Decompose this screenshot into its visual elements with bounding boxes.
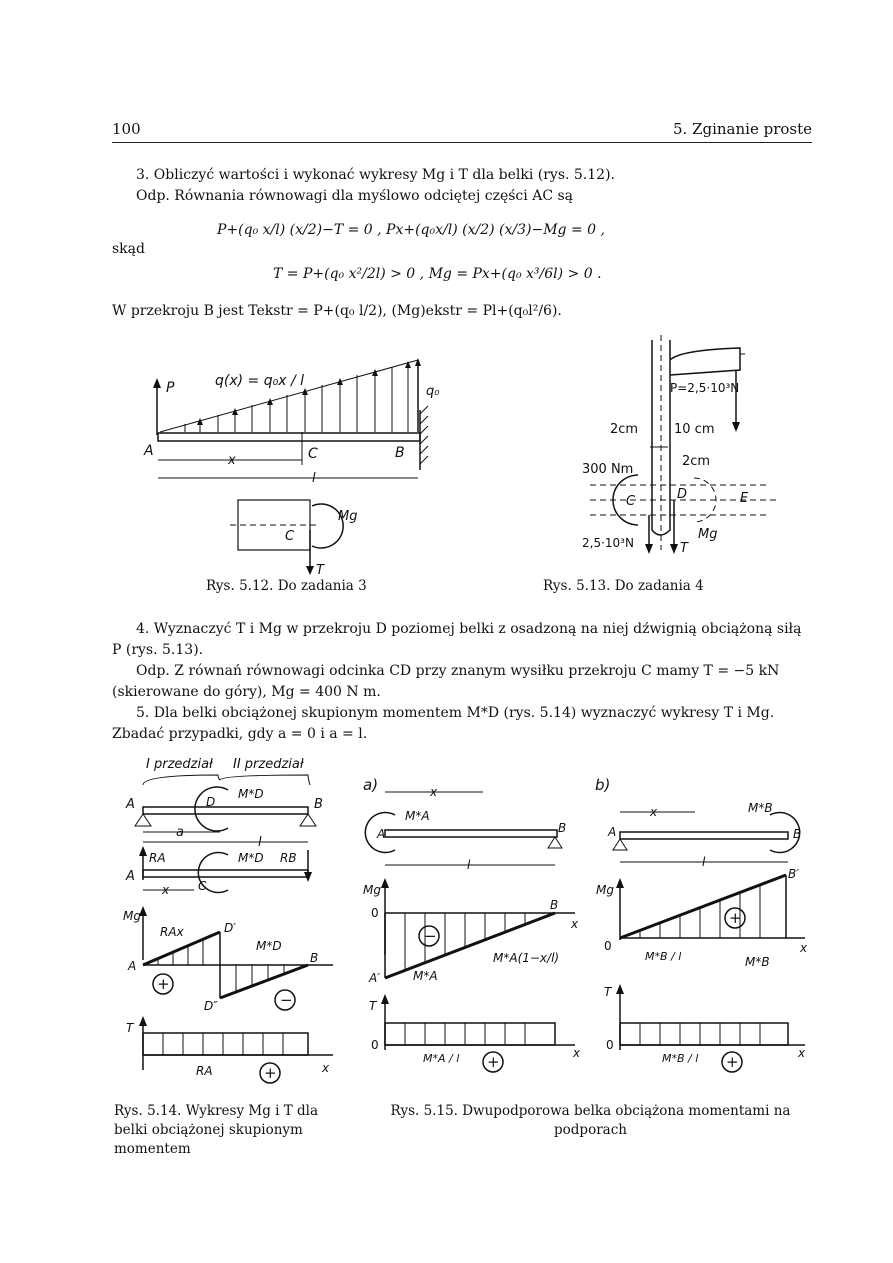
fig512-Mg: Mg bbox=[338, 509, 358, 524]
fig514-a: a bbox=[176, 825, 184, 840]
section-title: 5. Zginanie proste bbox=[672, 120, 812, 138]
problem3-eq2: T = P+(q₀ x²/2l) > 0 , Mg = Px+(q₀ x³/6l) > 0 . bbox=[273, 266, 602, 282]
fig515b-B: B bbox=[793, 827, 802, 841]
fig515b-MBl: M*B / l bbox=[645, 950, 682, 963]
fig514-Dp: D′ bbox=[224, 921, 236, 935]
fig515a-MAl: M*A / l bbox=[423, 1052, 460, 1065]
problem3-skad: skąd bbox=[112, 241, 145, 257]
figure-5-12 bbox=[130, 340, 450, 580]
fig515b-Bp: B′ bbox=[788, 867, 799, 881]
fig515b-zero: 0 bbox=[604, 939, 612, 953]
fig513-caption: Rys. 5.13. Do zadania 4 bbox=[543, 578, 704, 594]
fig514-B2: B bbox=[310, 951, 319, 965]
fig512-q0: q₀ bbox=[426, 384, 440, 399]
fig515a-MA1: M*A(1−x/l) bbox=[493, 951, 560, 965]
fig515b-x3: x bbox=[798, 1046, 806, 1060]
fig515a-x3: x bbox=[573, 1046, 581, 1060]
fig514-x2: x bbox=[322, 1061, 330, 1075]
fig515a-T: T bbox=[369, 999, 377, 1013]
fig512-x: x bbox=[228, 453, 236, 468]
fig515b-plus: + bbox=[729, 909, 742, 927]
fig514-x: x bbox=[162, 883, 170, 897]
fig514-plus2: + bbox=[264, 1064, 277, 1082]
fig513-D: D bbox=[677, 487, 688, 502]
problem3-statement: 3. Obliczyć wartości i wykonać wykresy Mg i T dla belki (rys. 5.12). bbox=[136, 167, 616, 183]
fig513-P: P=2,5·10³N bbox=[670, 381, 740, 395]
fig514-C: C bbox=[198, 879, 207, 893]
fig515a-zero: 0 bbox=[371, 906, 379, 920]
fig513-2cm-b: 2cm bbox=[682, 454, 711, 469]
fig513-2cm: 2cm bbox=[610, 422, 639, 437]
fig514-RB: RB bbox=[280, 851, 297, 865]
fig513-E: E bbox=[740, 491, 749, 506]
fig512-B: B bbox=[395, 445, 405, 461]
fig513-C: C bbox=[626, 494, 636, 509]
fig512-caption: Rys. 5.12. Do zadania 3 bbox=[206, 578, 367, 594]
fig514-A: A bbox=[126, 797, 135, 812]
fig515a-A: A bbox=[377, 827, 386, 841]
fig513-10cm: 10 cm bbox=[674, 422, 715, 437]
fig515a-MA: M*A bbox=[405, 809, 430, 823]
header-rule bbox=[112, 142, 812, 143]
fig514-RAx: RAx bbox=[160, 925, 184, 939]
fig512-C: C bbox=[308, 446, 318, 462]
fig514-MD: M*D bbox=[238, 787, 264, 801]
fig515b-zero2: 0 bbox=[606, 1038, 614, 1052]
fig512-l: l bbox=[312, 471, 316, 486]
fig515b-T: T bbox=[604, 985, 612, 999]
fig515b-l: l bbox=[702, 855, 706, 869]
fig514-p2: II przedział bbox=[233, 757, 304, 772]
figure-5-14 bbox=[118, 750, 338, 1095]
fig515a-plus: + bbox=[487, 1053, 500, 1071]
fig514-A2: A bbox=[126, 869, 135, 884]
fig515-a: a) bbox=[363, 776, 379, 794]
fig514-RA2: RA bbox=[196, 1064, 213, 1078]
problem4-statement: 4. Wyznaczyć T i Mg w przekroju D poziomej belki z osadzoną na niej dźwignią obciążoną siłą P (rys. 5.13). bbox=[112, 621, 802, 658]
fig514-RA: RA bbox=[149, 851, 166, 865]
fig514-Dpp: D″ bbox=[204, 999, 218, 1013]
fig515-caption: Rys. 5.15. Dwupodporowa belka obciążona momentami na podporach bbox=[390, 1103, 791, 1138]
fig513-Mg: Mg bbox=[698, 527, 718, 542]
fig515a-minus: − bbox=[424, 927, 437, 945]
problem3-answer: Odp. Równania równowagi dla myślowo odciętej części AC są bbox=[136, 188, 574, 204]
fig515a-MA2: M*A bbox=[413, 969, 438, 983]
fig515a-Ap: A′ bbox=[369, 971, 380, 985]
fig512-A: A bbox=[144, 443, 154, 459]
fig514-p1: I przedział bbox=[146, 757, 213, 772]
fig515b-MB: M*B bbox=[748, 801, 773, 815]
fig513-300nm: 300 Nm bbox=[582, 462, 634, 477]
fig515a-B2: B bbox=[550, 898, 559, 912]
fig515a-x2: x bbox=[571, 917, 579, 931]
problem5-statement: 5. Dla belki obciążonej skupionym momentem M*D (rys. 5.14) wyznaczyć wykresy T i Mg. Zbadać przypadki, gdy a = 0 i a = l. bbox=[112, 705, 775, 742]
fig514-B: B bbox=[314, 797, 323, 812]
fig514-Mg: Mg bbox=[123, 909, 141, 923]
fig515-b: b) bbox=[595, 776, 611, 794]
fig515a-Mg: Mg bbox=[363, 883, 381, 897]
problem4-answer: Odp. Z równań równowagi odcinka CD przy znanym wysiłku przekroju C mamy T = −5 kN (skierowane do góry), Mg = 400 N m. bbox=[112, 663, 780, 700]
fig514-plus: + bbox=[157, 975, 170, 993]
fig515b-x2: x bbox=[800, 941, 808, 955]
fig515a-x: x bbox=[430, 785, 438, 799]
fig514-T: T bbox=[126, 1021, 134, 1035]
fig514-MD3: M*D bbox=[256, 939, 282, 953]
page-number: 100 bbox=[112, 120, 141, 138]
figure-5-15b bbox=[590, 770, 820, 1090]
fig514-minus: − bbox=[280, 991, 293, 1009]
fig515b-plus2: + bbox=[726, 1053, 739, 1071]
problem3-section-b: W przekroju B jest Tekstr = P+(q₀ l/2), (Mg)ekstr = Pl+(q₀l²/6). bbox=[112, 303, 562, 319]
fig512-q-formula: q(x) = q₀x / l bbox=[215, 373, 305, 389]
fig512-T: T bbox=[316, 563, 324, 578]
fig515b-x: x bbox=[650, 805, 658, 819]
fig514-D: D bbox=[206, 795, 216, 809]
fig515b-Mg: Mg bbox=[596, 883, 614, 897]
fig515a-B: B bbox=[558, 821, 567, 835]
fig515a-l: l bbox=[467, 858, 471, 872]
fig512-P: P bbox=[166, 380, 175, 396]
fig513-25: 2,5·10³N bbox=[582, 536, 634, 550]
figure-5-15a bbox=[355, 770, 595, 1090]
fig512-C2: C bbox=[285, 529, 295, 544]
fig514-A3: A bbox=[128, 959, 137, 973]
fig513-T: T bbox=[680, 541, 688, 556]
fig515b-MB2: M*B bbox=[745, 955, 770, 969]
fig515b-MBl2: M*B / l bbox=[662, 1052, 699, 1065]
problem3-eq1: P+(q₀ x/l) (x/2)−T = 0 , Px+(q₀x/l) (x/2) (x/3)−Mg = 0 , bbox=[217, 222, 605, 238]
fig515a-zero2: 0 bbox=[371, 1038, 379, 1052]
fig514-caption: Rys. 5.14. Wykresy Mg i T dla belki obciążonej skupionym momentem bbox=[114, 1103, 319, 1157]
fig514-MD2: M*D bbox=[238, 851, 264, 865]
figure-5-13 bbox=[570, 330, 800, 575]
fig515b-A: A bbox=[608, 825, 617, 839]
fig514-l: l bbox=[258, 835, 262, 850]
